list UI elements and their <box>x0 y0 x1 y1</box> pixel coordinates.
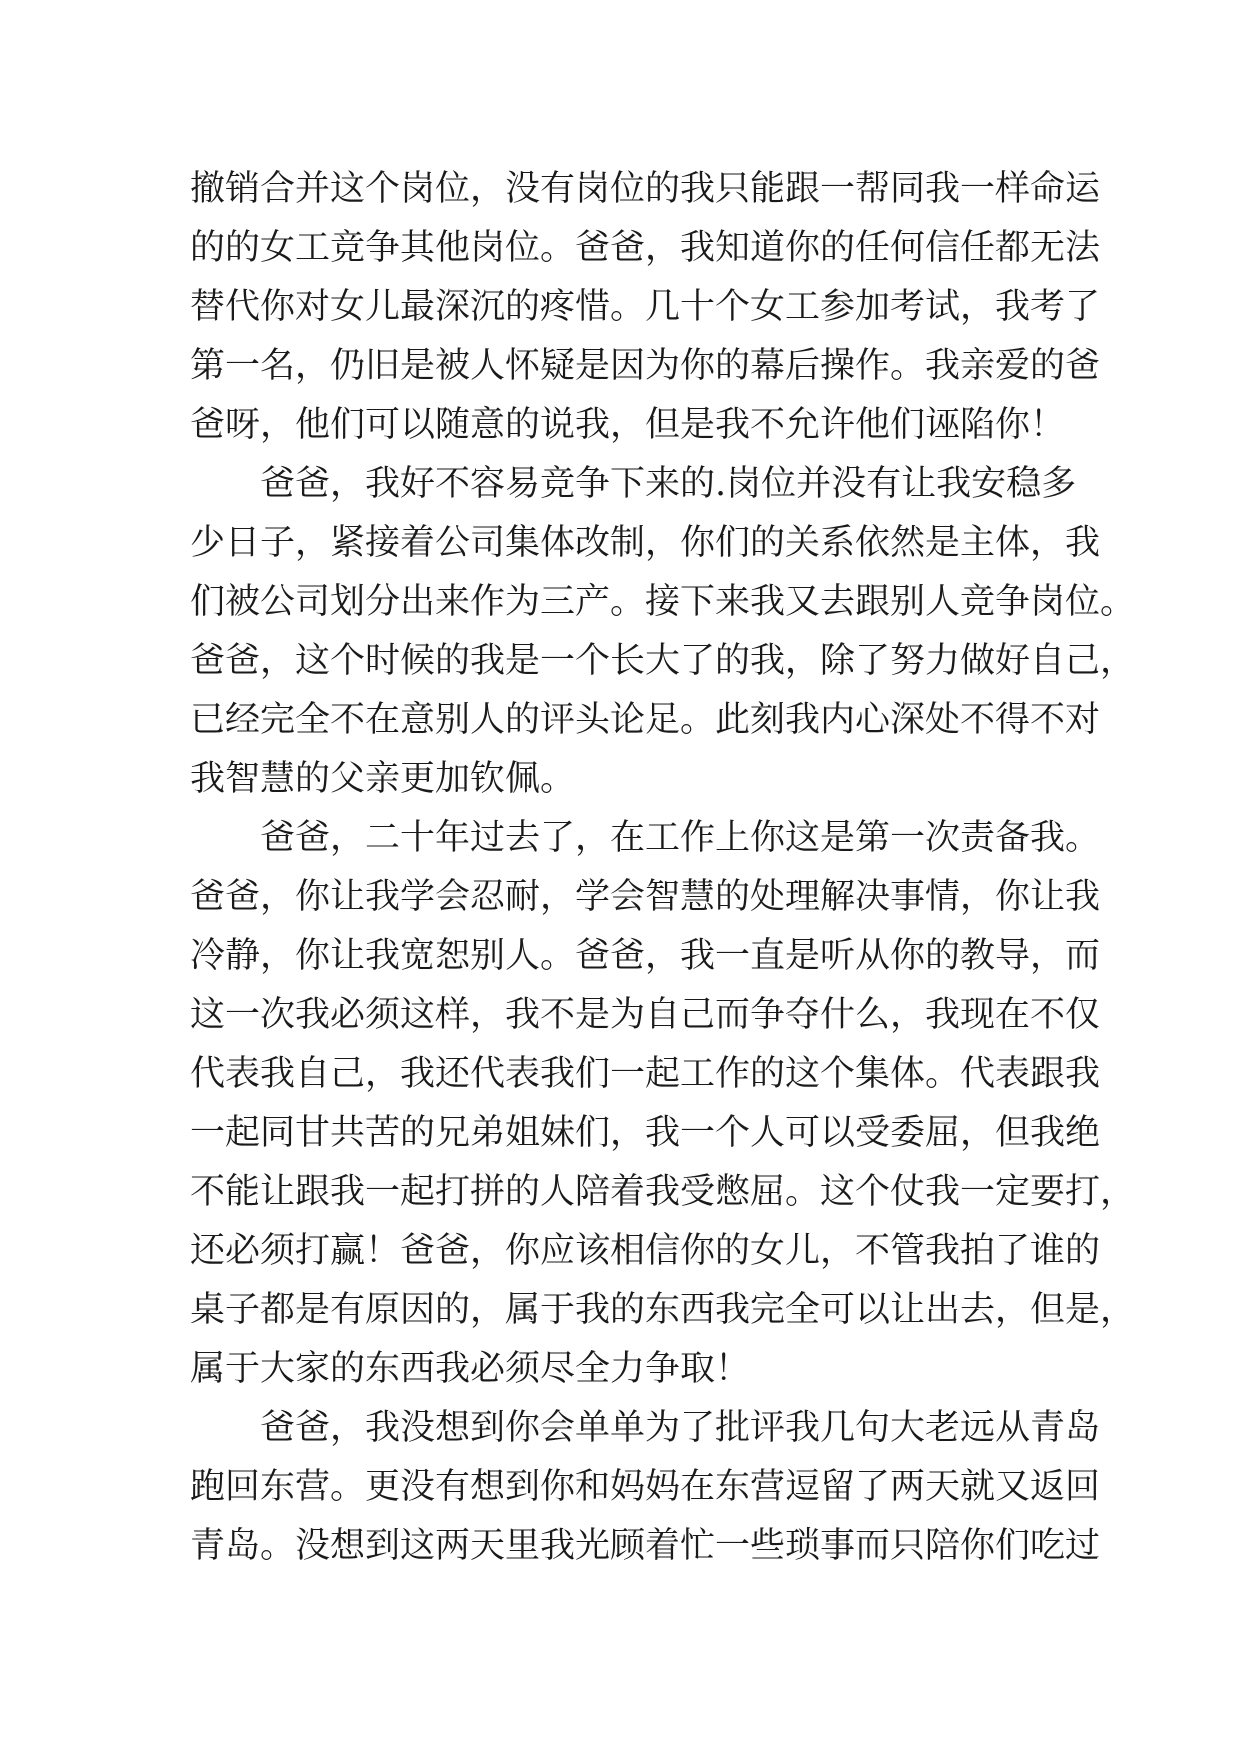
text-line: 爸爸，你让我学会忍耐，学会智慧的处理解决事情，你让我 <box>190 877 1101 917</box>
text-line: 一起同甘共苦的兄弟姐妹们，我一个人可以受委屈，但我绝 <box>190 1113 1101 1153</box>
text-line: 已经完全不在意别人的评头论足。此刻我内心深处不得不对 <box>190 700 1101 740</box>
text-line: 们被公司划分出来作为三产。接下来我又去跟别人竞争岗位。 <box>190 582 1136 622</box>
text-line: 的的女工竞争其他岗位。爸爸，我知道你的任何信任都无法 <box>190 228 1101 268</box>
text-line: 撤销合并这个岗位，没有岗位的我只能跟一帮同我一样命运 <box>190 169 1101 209</box>
text-line: 桌子都是有原因的，属于我的东西我完全可以让出去，但是， <box>190 1290 1136 1330</box>
text-line: 爸呀，他们可以随意的说我，但是我不允许他们诬陷你！ <box>190 405 1066 445</box>
paragraph-first-line: 爸爸，我好不容易竞争下来的.岗位并没有让我安稳多 <box>260 464 1077 504</box>
text-line: 还必须打赢！爸爸，你应该相信你的女儿，不管我拍了谁的 <box>190 1231 1101 1271</box>
text-line: 替代你对女儿最深沉的疼惜。几十个女工参加考试，我考了 <box>190 287 1101 327</box>
text-line: 代表我自己，我还代表我们一起工作的这个集体。代表跟我 <box>190 1054 1101 1094</box>
text-line: 少日子，紧接着公司集体改制，你们的关系依然是主体，我 <box>190 523 1101 563</box>
paragraph-first-line: 爸爸，我没想到你会单单为了批评我几句大老远从青岛 <box>260 1408 1101 1448</box>
text-line: 属于大家的东西我必须尽全力争取！ <box>190 1349 751 1389</box>
text-line: 我智慧的父亲更加钦佩。 <box>190 759 576 799</box>
text-line: 青岛。没想到这两天里我光顾着忙一些琐事而只陪你们吃过 <box>190 1526 1101 1566</box>
text-line: 跑回东营。更没有想到你和妈妈在东营逗留了两天就又返回 <box>190 1467 1101 1507</box>
body-text <box>190 160 1136 1576</box>
text-line: 冷静，你让我宽恕别人。爸爸，我一直是听从你的教导，而 <box>190 936 1101 976</box>
text-line: 爸爸，这个时候的我是一个长大了的我，除了努力做好自己， <box>190 641 1136 681</box>
text-line: 这一次我必须这样，我不是为自己而争夺什么，我现在不仅 <box>190 995 1101 1035</box>
paragraph-first-line: 爸爸，二十年过去了，在工作上你这是第一次责备我。 <box>260 818 1101 858</box>
text-line: 第一名，仍旧是被人怀疑是因为你的幕后操作。我亲爱的爸 <box>190 346 1101 386</box>
text-line: 不能让跟我一起打拼的人陪着我受憋屈。这个仗我一定要打， <box>190 1172 1136 1212</box>
